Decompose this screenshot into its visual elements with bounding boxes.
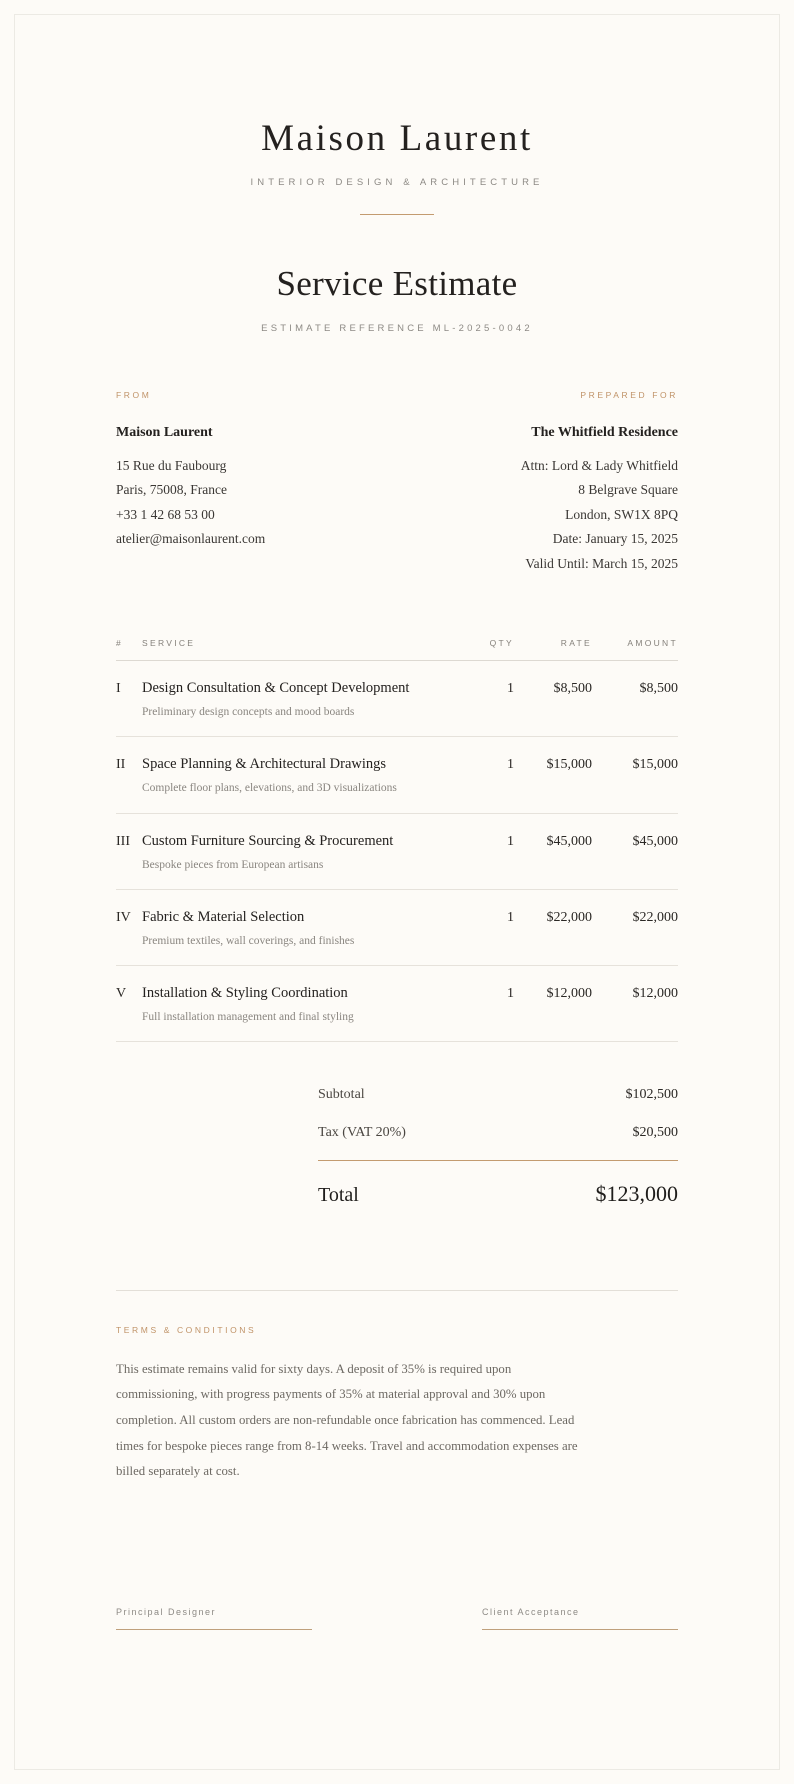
total-label: Total (318, 1183, 359, 1206)
row-note: Premium textiles, wall coverings, and finishes (142, 934, 355, 947)
column-header-number: # (116, 638, 124, 649)
row-rate: $15,000 (546, 757, 592, 773)
document-title-block (116, 263, 678, 334)
table-row (116, 890, 678, 966)
table-header-row (116, 638, 678, 661)
column-header-amount: AMOUNT (627, 638, 678, 649)
brand-tagline: INTERIOR DESIGN & ARCHITECTURE (250, 176, 544, 188)
row-amount: $45,000 (632, 833, 678, 849)
row-number: V (116, 985, 127, 1001)
row-number: IV (116, 909, 131, 925)
from-line: atelier@maisonlaurent.com (116, 531, 266, 547)
terms-section (116, 1325, 678, 1485)
subtotal-row (318, 1076, 678, 1114)
row-note: Bespoke pieces from European artisans (142, 858, 324, 871)
client-name: The Whitfield Residence (531, 424, 678, 440)
column-header-service: SERVICE (142, 638, 196, 649)
row-rate: $22,000 (546, 909, 592, 925)
page-title: Service Estimate (276, 263, 518, 303)
row-service: Design Consultation & Concept Development (142, 680, 410, 697)
parties-section (116, 390, 678, 577)
total-value: $123,000 (595, 1180, 678, 1206)
row-service: Custom Furniture Sourcing & Procurement (142, 832, 394, 849)
row-service: Installation & Styling Coordination (142, 984, 348, 1001)
signature-label: Client Acceptance (482, 1606, 580, 1617)
row-qty: 1 (507, 833, 514, 849)
signature-line (116, 1629, 312, 1630)
prepared-for-label: PREPARED FOR (580, 389, 678, 400)
from-line: 15 Rue du Faubourg (116, 457, 227, 473)
from-label: FROM (116, 389, 152, 400)
table-row (116, 814, 678, 890)
tax-label: Tax (VAT 20%) (318, 1124, 406, 1140)
grand-total-row (318, 1167, 678, 1218)
line-items-table (116, 638, 678, 1041)
row-rate: $45,000 (546, 833, 592, 849)
row-qty: 1 (507, 909, 514, 925)
row-amount: $15,000 (632, 757, 678, 773)
table-row (116, 966, 678, 1042)
client-line: Date: January 15, 2025 (552, 531, 678, 547)
from-line: Paris, 75008, France (116, 482, 227, 498)
row-note: Full installation management and final styling (142, 1010, 354, 1023)
client-line: 8 Belgrave Square (578, 482, 678, 498)
row-amount: $12,000 (632, 985, 678, 1001)
prepared-for-block (408, 390, 678, 577)
subtotal-label: Subtotal (318, 1086, 365, 1102)
signature-client-acceptance[interactable] (482, 1607, 678, 1630)
brand-name: Maison Laurent (261, 118, 533, 159)
masthead (116, 0, 678, 215)
row-note: Preliminary design concepts and mood boards (142, 706, 355, 719)
table-row (116, 737, 678, 813)
row-qty: 1 (507, 757, 514, 773)
totals-section (318, 1076, 678, 1218)
terms-body: This estimate remains valid for sixty days. A deposit of 35% is required upon commissioning, with progress payments of 35% at material approval and 30% upon completion. All custom orders are non-refundable once fabrication has commenced. Lead times for bespoke pieces range from 8-14 weeks. Travel and accommodation expenses are billed separately at cost. (116, 1361, 578, 1479)
from-line: +33 1 42 68 53 00 (116, 506, 215, 522)
from-name: Maison Laurent (116, 424, 213, 440)
section-divider (116, 1290, 678, 1291)
terms-label: TERMS & CONDITIONS (116, 1324, 257, 1335)
row-qty: 1 (507, 985, 514, 1001)
row-number: III (116, 833, 130, 849)
row-note: Complete floor plans, elevations, and 3D visualizations (142, 782, 397, 795)
subtotal-value: $102,500 (625, 1086, 678, 1102)
column-header-rate: RATE (560, 638, 592, 649)
row-rate: $8,500 (553, 681, 592, 697)
estimate-reference: ESTIMATE REFERENCE ML-2025-0042 (261, 322, 533, 334)
signature-section (116, 1607, 678, 1720)
row-number: I (116, 681, 121, 697)
signature-label: Principal Designer (116, 1606, 217, 1617)
tax-row (318, 1114, 678, 1152)
tax-value: $20,500 (632, 1124, 678, 1140)
row-amount: $8,500 (639, 681, 678, 697)
row-service: Fabric & Material Selection (142, 908, 305, 925)
client-line: Valid Until: March 15, 2025 (525, 555, 678, 571)
signature-principal-designer[interactable] (116, 1607, 312, 1630)
client-line: Attn: Lord & Lady Whitfield (520, 457, 678, 473)
decorative-rule (360, 214, 434, 215)
from-block (116, 390, 386, 577)
column-header-qty: QTY (489, 638, 514, 649)
totals-divider (318, 1160, 678, 1161)
table-row (116, 661, 678, 737)
client-line: London, SW1X 8PQ (565, 506, 678, 522)
signature-line (482, 1629, 678, 1630)
row-amount: $22,000 (632, 909, 678, 925)
row-number: II (116, 757, 126, 773)
row-service: Space Planning & Architectural Drawings (142, 756, 387, 773)
row-rate: $12,000 (546, 985, 592, 1001)
row-qty: 1 (507, 681, 514, 697)
